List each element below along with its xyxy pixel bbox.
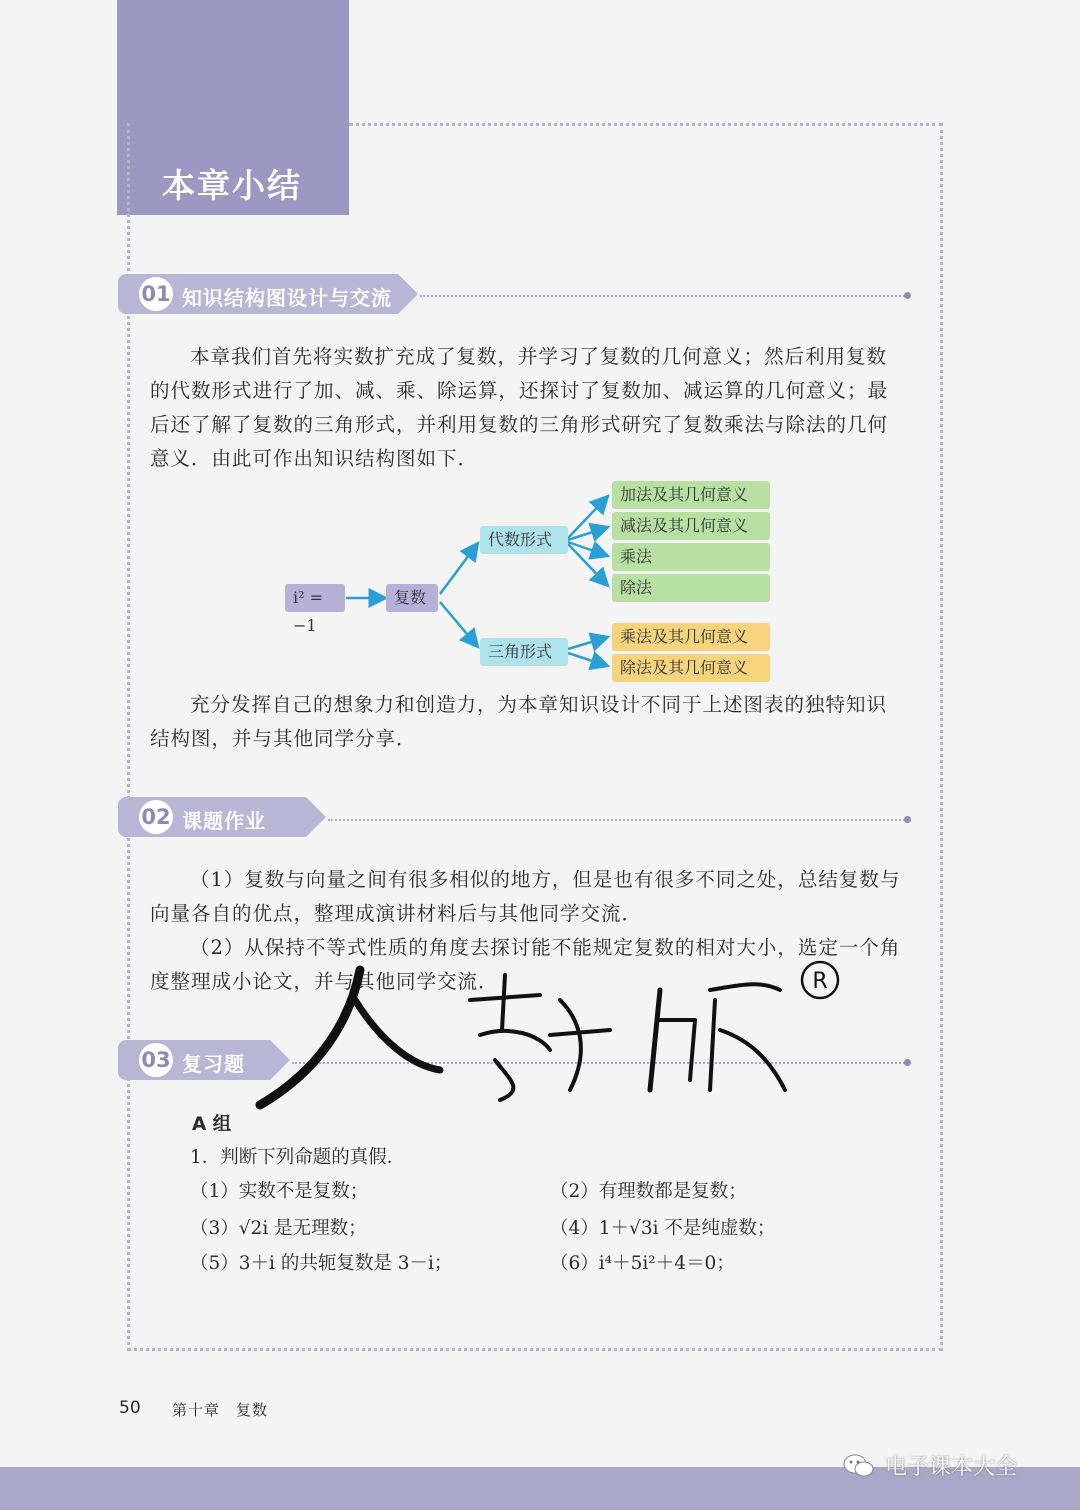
diagram-node-sub: 减法及其几何意义: [612, 512, 770, 540]
diagram-node-trig: 三角形式: [480, 638, 568, 666]
diagram-node-root: i² = −1: [285, 584, 345, 612]
question-1: 1．判断下列命题的真假．: [190, 1147, 406, 1168]
question-item: （1）实数不是复数；: [190, 1181, 369, 1202]
question-item: （3）√2i 是无理数；: [190, 1218, 367, 1239]
section-divider: [328, 819, 905, 821]
section-label: 课题作业: [182, 809, 266, 833]
text-line: （2）从保持不等式性质的角度去探讨能不能规定复数的相对大小，选定一个角: [190, 936, 901, 959]
section-divider-dot: [904, 816, 911, 823]
footer-chapter: 第十章 复数: [172, 1401, 269, 1419]
diagram-node-add: 加法及其几何意义: [612, 481, 770, 509]
diagram-node-trig-div: 除法及其几何意义: [612, 654, 770, 682]
wechat-icon: [842, 1452, 876, 1480]
arrow-complex-to-trig: [440, 602, 478, 647]
question-item: （5）3＋i 的共轭复数是 3－i；: [190, 1253, 453, 1274]
arrow-algebraic-to-add: [568, 496, 608, 538]
section-label: 复习题: [182, 1052, 245, 1076]
question-item: （6）i⁴＋5i²＋4＝0；: [550, 1253, 735, 1274]
section-divider-dot: [904, 1059, 911, 1066]
wechat-account-label: 电子课本大全: [885, 1455, 1018, 1480]
text-line: 后还了解了复数的三角形式，并利用复数的三角形式研究了复数乘法与除法的几何: [150, 413, 889, 436]
chapter-title: 本章小结: [162, 166, 302, 205]
section-label: 知识结构图设计与交流: [182, 286, 392, 310]
text-line: 向量各自的优点，整理成演讲材料后与其他同学交流．: [150, 902, 643, 925]
text-line: 本章我们首先将实数扩充成了复数，并学习了复数的几何意义；然后利用复数: [190, 345, 888, 368]
text-line: 度整理成小论文，并与其他同学交流．: [150, 970, 499, 993]
svg-text:R: R: [812, 969, 828, 994]
arrow-trig-to-div: [568, 653, 608, 666]
page-number: 50: [119, 1398, 141, 1418]
diagram-node-div: 除法: [612, 574, 770, 602]
text-line: 意义．由此可作出知识结构图如下．: [150, 447, 479, 470]
after-diagram-paragraph: [150, 688, 930, 756]
arrow-trig-to-mul: [568, 637, 608, 649]
text-line: （1）复数与向量之间有很多相似的地方，但是也有很多不同之处，总结复数与: [190, 868, 901, 891]
question-item: （4）1＋√3i 不是纯虚数；: [550, 1218, 776, 1239]
question-item: （2）有理数都是复数；: [550, 1181, 747, 1202]
diagram-node-complex: 复数: [386, 584, 438, 612]
diagram-node-trig-mul: 乘法及其几何意义: [612, 623, 770, 651]
section-number: 01: [139, 277, 173, 311]
group-label: A 组: [192, 1114, 232, 1135]
text-line: 结构图，并与其他同学分享．: [150, 727, 417, 750]
section-number: 03: [139, 1043, 173, 1077]
arrow-complex-to-algebraic: [440, 543, 478, 594]
text-line: 充分发挥自己的想象力和创造力，为本章知识设计不同于上述图表的独特知识: [190, 693, 888, 716]
publisher-watermark-logo: [240, 940, 860, 1110]
diagram-node-mul: 乘法: [612, 543, 770, 571]
diagram-node-algebraic: 代数形式: [480, 526, 568, 554]
text-line: 的代数形式进行了加、减、乘、除运算，还探讨了复数加、减运算的几何意义；最: [150, 379, 889, 402]
section-number: 02: [139, 800, 173, 834]
